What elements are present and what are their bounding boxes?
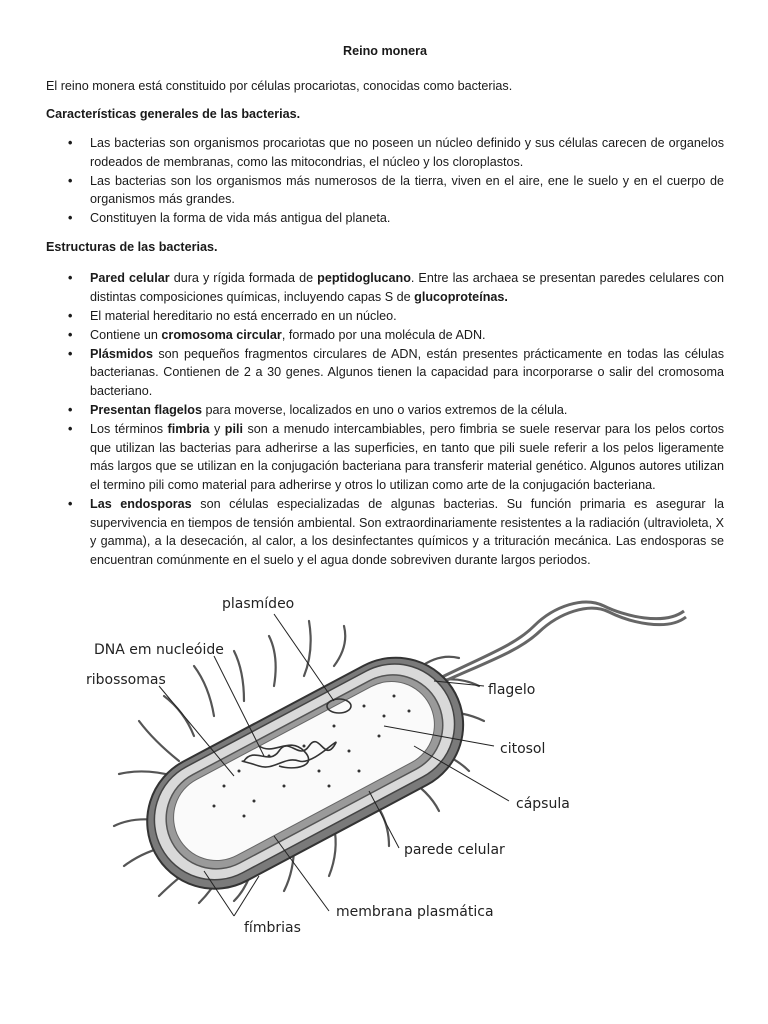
label-ribossomas: ribossomas <box>86 672 166 688</box>
bacteria-diagram <box>64 586 694 946</box>
list-item: • Las bacterias son los organismos más numerosos de la tierra, viven en el aire, ene le suelo y en el cuerpo de organismos más grandes. <box>46 172 724 209</box>
label-flagelo: flagelo <box>488 682 536 698</box>
text-run: son a menudo intercambiables, pero fimbria se suele reservar para los pelos cortos que utilizan las bacterias para adherirse a las superficies, en tanto que pili suele referir a los pelos ligeramente más largos que se utilizan en la conjugación bacteriana para transferir material genético. Algunos autores utilizan el termino pili como material para adherirse y otros lo utilizan como arte de la conjugación bacteriana. <box>90 422 724 493</box>
section2-heading: Estructuras de las bacterias. <box>46 240 218 254</box>
list-item <box>46 307 724 326</box>
bold-term: Presentan flagelos <box>90 403 202 418</box>
text-run: El material hereditario no está encerrado en un núcleo. <box>90 308 397 323</box>
list-item: • Constituyen la forma de vida más antigua del planeta. <box>46 209 724 228</box>
bold-term: cromosoma circular <box>161 327 282 342</box>
text-run: , formado por una molécula de ADN. <box>281 327 486 342</box>
bold-term: Las endosporas <box>90 497 192 512</box>
bold-term: Pared celular <box>90 271 170 285</box>
bold-term: glucoproteínas. <box>414 289 508 304</box>
list-item <box>46 401 724 420</box>
label-citosol: citosol <box>500 741 546 757</box>
bold-term: Plásmidos <box>90 346 153 361</box>
bold-term: pili <box>224 422 243 437</box>
label-dna: DNA em nucleóide <box>94 642 224 658</box>
text-run: dura y rígida formada de <box>169 271 318 285</box>
list-item <box>46 495 724 569</box>
section1-list <box>46 134 724 228</box>
list-item <box>46 345 724 401</box>
text-run: Los términos <box>90 422 168 437</box>
section2-list <box>46 269 724 570</box>
bold-term: fimbria <box>167 422 210 437</box>
list-item: • Las bacterias son organismos procariotas que no poseen un núcleo definido y sus células carecen de organelos rodeados de membranas, como las mitocondrias, el núcleo y los cloroplastos. <box>46 134 724 171</box>
label-fimbrias: fímbrias <box>244 920 301 936</box>
text-run: son células especializadas de algunas bacterias. Su función primaria es asegurar la supervivencia en tiempos de tensión ambiental. Son extraordinariamente resistentes a la radiación (ultravioleta, X y gamma), a la desecación, al calor, a los desinfectantes químicos y a trituración mecánica. Las endosporas se encuentran comúnmente en el suelo y el agua donde sobreviven durante largos periodos. <box>90 497 724 567</box>
section1-heading: Características generales de las bacterias. <box>46 107 301 121</box>
list-item <box>46 420 724 494</box>
text-run: son pequeños fragmentos circulares de ADN, están presentes prácticamente en todas las células bacterianas. Contienen de 2 a 30 genes. Algunos tienen la capacidad para incorporarse o salir del cromosoma bacteriano. <box>90 346 724 399</box>
label-membrana: membrana plasmática <box>336 904 494 920</box>
page-title: Reino monera <box>343 44 427 58</box>
bacteria-illustration <box>64 586 694 946</box>
text-run: para moverse, localizados en uno o varios extremos de la célula. <box>202 403 568 418</box>
label-plasmideo: plasmídeo <box>222 596 295 612</box>
intro-paragraph: El reino monera está constituido por células procariotas, conocidas como bacterias. <box>46 79 513 93</box>
bold-term: peptidoglucano <box>317 271 411 285</box>
label-parede: parede celular <box>404 842 505 858</box>
text-run: Contiene un <box>90 327 162 342</box>
text-run: y <box>209 422 225 437</box>
list-item <box>46 269 724 306</box>
flagellum <box>434 602 686 685</box>
list-item <box>46 326 724 345</box>
label-capsula: cápsula <box>516 796 570 812</box>
text-run: . Entre las archaea se presentan paredes celulares con distintas composiciones químicas, incluyendo capas S de <box>90 271 724 304</box>
